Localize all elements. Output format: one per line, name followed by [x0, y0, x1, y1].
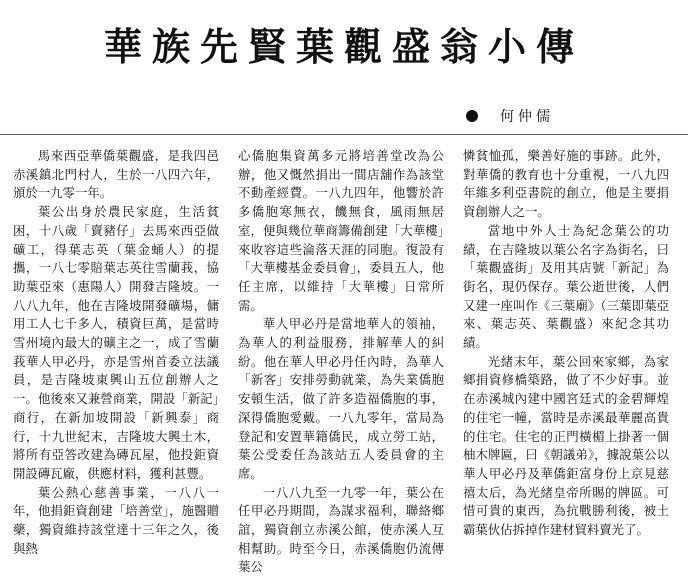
paragraph: 當地中外人士為紀念葉公的功績，在吉隆坡以葉公名字為街名，曰「葉觀盛街」及用其店號「新記」為街名，現仍保存。葉公逝世後，人們又建一座叫作《三葉廟》（三葉即葉亞來、葉志英、葉觀盛）來紀念其功績。 [463, 222, 669, 351]
paragraph: 光緒末年，葉公回來家鄉，為家鄉捐資修橋築路，做了不少好事。並在赤溪城內建中國宮廷式的金碧輝煌的住宅一幢，當時是赤溪最華麗高貴的住宅。住宅的正門橫楣上掛著一個柚木牌匾，曰《朝議弟》，據說葉公以華人甲必丹及華僑鉅富身份上京見慈禧太后，為光緒皇帝所賜的牌區。可惜可貴的東西，為抗戰勝利後，被土霸葉伙佔拆掉作建材貿料賣光了。 [463, 353, 669, 538]
text-column-1 [13, 147, 219, 556]
text-column-2 [238, 147, 444, 575]
paragraph: 葉公出身於農民家庭，生活貧困，十八歲「賣豬仔」去馬來西亞做礦工，得葉志英（葉金蛹人）的提攜，一八七零賠葉志英往雪蘭莪，協助葉亞來（惠陽人）開發吉隆坡。一八八九年，他在吉隆坡開發礦場，傭用工人七千多人，積資巨萬，是當時雪州境內最大的礦主之一，成了雪蘭莪華人甲必丹，亦是雪州首委立法議員，是吉隆坡東興山五位創辦人之一。他後來又兼營商業，開設「新記」商行，在新加坡開設「新興泰」商行，十九世紀末，吉隆坡大興土木，將所有亞答改建為磚瓦屋，他投鉅資開設磚瓦廠，供應材料，獲利甚豐。 [13, 204, 219, 481]
bullet-icon [466, 110, 478, 122]
paragraph: 一八八九至一九零一年，葉公在任甲必丹期間，為謀求福利，聯絡鄉誼，獨資創立赤溪公館，使赤溪人互相幫助。時至今日，赤溪僑胞仍流傳葉公 [238, 484, 444, 575]
text-column-3 [463, 147, 669, 538]
paragraph: 心僑胞集資萬多元將培善堂改為公辦，他又慨然捐出一間店舖作為該堂不動產經費。一八九四年，他響於許多僑胞寒無衣，饑無食，風雨無居室，便與幾位華商籌備創建「大華樓」來收容這些淪落天涯的同胞。復設有「大華樓基金委員會」，委員五人，他任主席，以維持「大華樓」日常所需。 [238, 148, 444, 313]
paragraph: 憐貧恤孤，樂善好施的事跡。此外，對華僑的教育也十分重視，一八九四年維多利亞書院的創立，他是主要捐資創辦人之一。 [463, 148, 669, 220]
article-title: 華族先賢葉觀盛翁小傳 [103, 25, 584, 69]
byline [466, 106, 554, 126]
paragraph: 華人甲必丹是當地華人的領袖，為華人的利益服務，排解華人的糾紛。他在華人甲必丹任內時，為華人「新客」安排勞動就業，為失業僑胞安頓生活，做了許多造福僑胞的事，深得僑胞愛戴。一八九零年，當局為登記和安置華籍僑民，成立勞工站，葉公受委任為該站五人委員會的主席。 [238, 316, 444, 481]
header-divider [0, 134, 688, 135]
author-name: 何仲儒 [500, 109, 554, 125]
paragraph: 馬來西亞華僑葉觀盛，是我四邑赤溪鎮北門村人，生於一八四六年，頒於一九零一年。 [13, 148, 219, 201]
paragraph: 葉公熱心慈善事業，一八八一年，他捐鉅資創建「培善堂」，施醫贈藥，獨資維持該堂達十三年之久，後與熱 [13, 484, 219, 556]
